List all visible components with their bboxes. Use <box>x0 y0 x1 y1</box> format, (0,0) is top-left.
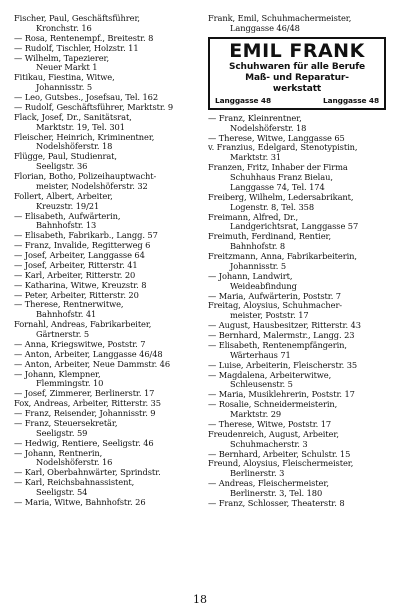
entry-continuation: Flemmingstr. 10 <box>36 379 104 389</box>
entry-line: — Anton, Arbeiter, Langgasse 46/48 <box>14 349 163 359</box>
entry-continuation: Berlinerstr. 3 <box>230 469 285 479</box>
entry-line: — Bernhard, Arbeiter, Schulstr. 15 <box>208 449 351 459</box>
directory-entry <box>14 113 198 133</box>
entry-line: — Franz, Steuersekretär, <box>14 418 118 428</box>
entry-line: Fox, Andreas, Arbeiter, Ritterstr. 35 <box>14 399 161 409</box>
ad-phone-right: Langgasse 48 <box>323 95 379 105</box>
entry-line: — Rudolf, Geschäftsführer, Marktstr. 9 <box>14 102 174 112</box>
entry-line: Freimann, Alfred, Dr., <box>208 212 299 222</box>
entry-line: — Karl, Arbeiter, Ritterstr. 20 <box>14 270 136 280</box>
entry-line: Fleischer, Heinrich, Kriminentner, <box>14 132 155 142</box>
directory-entry <box>208 232 390 252</box>
entry-continuation: Kronchstr. 16 <box>36 23 92 33</box>
directory-entry <box>14 300 198 320</box>
advertisement-box <box>208 37 386 110</box>
directory-entry <box>208 252 390 272</box>
directory-entry <box>14 360 198 370</box>
directory-entry <box>208 459 390 479</box>
directory-entry <box>14 449 198 469</box>
entry-line: — Anna, Kriegswitwe, Poststr. 7 <box>14 339 146 349</box>
directory-entry <box>14 152 198 172</box>
ad-phones <box>215 96 379 106</box>
entry-line: — Josef, Arbeiter, Ritterstr. 41 <box>14 260 138 270</box>
directory-entry <box>14 439 198 449</box>
entry-line: — Franz, Schlosser, Theaterstr. 8 <box>208 498 345 508</box>
directory-entry <box>14 93 198 103</box>
directory-entry <box>208 400 390 420</box>
directory-entry <box>14 192 198 212</box>
directory-entry <box>14 14 198 34</box>
directory-entry <box>14 231 198 241</box>
entry-line: — Anton, Arbeiter, Neue Dammstr. 46 <box>14 359 170 369</box>
entry-continuation: Johannisstr. 5 <box>36 83 93 93</box>
entry-continuation: Berlinerstr. 3, Tel. 180 <box>230 489 323 498</box>
directory-entry <box>14 350 198 360</box>
entry-continuation: Johannisstr. 5 <box>230 261 287 271</box>
directory-entry <box>14 251 198 261</box>
entry-line: — Wilhelm, Tapezierer, <box>14 53 110 63</box>
entry-continuation: Wärterhaus 71 <box>230 350 291 360</box>
entry-line: — Karl, Reichsbahnassistent, <box>14 478 135 488</box>
entry-continuation: meister, Nodelshöferstr. 32 <box>36 181 148 191</box>
directory-entry <box>14 340 198 350</box>
entry-continuation: Nodelshöferstr. 18 <box>36 142 113 152</box>
entry-continuation: Bahnhofstr. 41 <box>36 310 97 320</box>
entry-line: — Johann, Rentnerin, <box>14 448 103 458</box>
entry-continuation: meister, Poststr. 17 <box>230 311 309 321</box>
ad-line-3: werkstatt <box>272 83 322 94</box>
entry-line: — Johann, Landwirt, <box>208 271 293 281</box>
entry-continuation: Weideabfindung <box>230 281 297 291</box>
entry-line: Freitzmann, Anna, Fabrikarbeiterin, <box>208 252 357 261</box>
entry-continuation: Schleusenstr. 5 <box>230 380 293 390</box>
entry-continuation: Seeligstr. 59 <box>36 428 88 438</box>
entry-line: — Leo, Gutsbes., Josefsau, Tel. 162 <box>14 93 159 102</box>
right-column <box>208 14 390 509</box>
directory-entry <box>208 143 390 163</box>
directory-entry <box>208 430 390 450</box>
directory-entry <box>208 479 390 499</box>
entry-line: — Franz, Reisender, Johannisstr. 9 <box>14 409 156 418</box>
entry-line: — Rosa, Rentenempf., Breitestr. 8 <box>14 33 154 43</box>
entry-line: — Bernhard, Malermstr., Langg. 23 <box>208 331 355 340</box>
directory-entry <box>208 14 390 34</box>
entry-line: — Magdalena, Arbeiterwitwe, <box>208 370 332 380</box>
entry-line: Flügge, Paul, Studienrat, <box>14 152 117 162</box>
entry-continuation: Seeligstr. 54 <box>36 488 88 497</box>
entry-continuation: Gärtnerstr. 5 <box>36 330 89 339</box>
directory-entry <box>14 73 198 93</box>
entry-line: Freudenreich, August, Arbeiter, <box>208 429 339 439</box>
entry-line: — Elisabeth, Aufwärterin, <box>14 211 121 221</box>
entry-line: — Maria, Aufwärterin, Poststr. 7 <box>208 291 341 301</box>
entry-continuation: Langgasse 74, Tel. 174 <box>230 182 325 192</box>
entry-line: — Elisabeth, Fabrikarb., Langg. 57 <box>14 231 158 241</box>
entry-continuation: Marktstr. 19, Tel. 301 <box>36 122 125 132</box>
entry-line: — Rudolf, Tischler, Holzstr. 11 <box>14 43 139 53</box>
entry-continuation: Neuer Markt 1 <box>36 63 98 73</box>
entry-continuation: Bahnhofstr. 13 <box>36 221 97 231</box>
entry-line: Flack, Josef, Dr., Sanitätsrat, <box>14 112 132 122</box>
entry-continuation: Bahnhofstr. 8 <box>230 242 286 252</box>
entry-line: Follert, Albert, Arbeiter, <box>14 191 113 201</box>
ad-title: EMIL FRANK <box>229 39 365 62</box>
directory-entry <box>14 291 198 301</box>
directory-entry <box>14 468 198 478</box>
entry-line: — Josef, Arbeiter, Langgasse 64 <box>14 251 145 260</box>
entry-line: Fitikau, Fiestina, Witwe, <box>14 73 115 83</box>
entry-line: — Katharina, Witwe, Kreuzstr. 8 <box>14 280 147 290</box>
entry-line: — Josef, Zimmerer, Berlinerstr. 17 <box>14 389 155 399</box>
right-column-entries <box>208 114 390 509</box>
entry-line: — Maria, Musiklehrerin, Poststr. 17 <box>208 390 355 400</box>
entry-line: — Andreas, Fleischermeister, <box>208 479 329 489</box>
entry-line: — Franz, Invalide, Regitterweg 6 <box>14 241 151 251</box>
directory-entry <box>208 292 390 302</box>
directory-entry <box>14 44 198 54</box>
entry-line: Franzen, Fritz, Inhaber der Firma <box>208 163 348 173</box>
entry-line: Fornahl, Andreas, Fabrikarbeiter, <box>14 320 152 330</box>
entry-continuation: Marktstr. 29 <box>230 410 282 419</box>
entry-line: Fischer, Paul, Geschäftsführer, <box>14 14 140 23</box>
directory-entry <box>208 341 390 361</box>
directory-entry <box>14 103 198 113</box>
directory-entry <box>14 261 198 271</box>
directory-entry <box>208 272 390 292</box>
directory-entry <box>208 420 390 430</box>
entry-line: — August, Hausbesitzer, Ritterstr. 43 <box>208 321 361 331</box>
page-number: 18 <box>193 593 207 606</box>
ad-phone-left: Langgasse 48 <box>215 95 271 105</box>
directory-entry <box>14 320 198 340</box>
entry-continuation: Kreuzstr. 19/21 <box>36 201 100 211</box>
entry-line: Freitag, Aloysius, Schuhmacher- <box>208 301 343 311</box>
entry-line: — Therese, Rentnerwitwe, <box>14 300 124 310</box>
directory-entry <box>14 370 198 390</box>
entry-line: — Therese, Witwe, Langgasse 65 <box>208 133 345 143</box>
directory-entry <box>14 172 198 192</box>
entry-line: — Maria, Witwe, Bahnhofstr. 26 <box>14 497 146 507</box>
directory-entry <box>14 389 198 399</box>
directory-entry <box>14 54 198 74</box>
entry-line: Frank, Emil, Schuhmachermeister, <box>208 14 352 23</box>
entry-continuation: Langgasse 46/48 <box>230 23 300 33</box>
directory-entry <box>208 301 390 321</box>
directory-entry <box>14 133 198 153</box>
entry-continuation: Schuhhaus Franz Bielau, <box>230 173 333 182</box>
entry-continuation: Logenstr. 8, Tel. 358 <box>230 202 315 212</box>
directory-entry <box>14 478 198 498</box>
directory-entry <box>208 193 390 213</box>
directory-entry <box>14 212 198 232</box>
directory-entry <box>14 399 198 409</box>
entry-line: — Rosalie, Schneidermeisterin, <box>208 400 338 410</box>
directory-entry <box>208 371 390 391</box>
ad-line-1: Schuhwaren für alle Berufe <box>228 61 366 72</box>
entry-line: Freimuth, Ferdinand, Rentier, <box>208 232 332 242</box>
entry-line: — Karl, Oberbahnwärter, Sprindstr. <box>14 468 161 478</box>
directory-entry <box>14 271 198 281</box>
entry-continuation: Nodelshöferstr. 18 <box>230 123 307 133</box>
entry-line: Freiberg, Wilhelm, Ledersabrikant, <box>208 192 354 202</box>
entry-line: — Hedwig, Rentiere, Seeligstr. 46 <box>14 438 154 448</box>
entry-line: — Johann, Klempner, <box>14 369 101 379</box>
entry-line: — Elisabeth, Rentenempfängerin, <box>208 340 347 350</box>
directory-entry <box>208 499 390 509</box>
directory-entry <box>208 163 390 193</box>
directory-entry <box>208 134 390 144</box>
entry-line: v. Franzius, Edelgard, Stenotypistin, <box>208 143 358 153</box>
entry-line: Freund, Aloysius, Fleischermeister, <box>208 459 354 469</box>
directory-entry <box>14 241 198 251</box>
directory-entry <box>14 281 198 291</box>
entry-continuation: Schuhmacherstr. 3 <box>230 439 308 449</box>
entry-continuation: Marktstr. 31 <box>230 153 282 163</box>
entry-line: — Luise, Arbeiterin, Fleischerstr. 35 <box>208 360 358 370</box>
directory-entry <box>208 213 390 233</box>
directory-entry <box>14 34 198 44</box>
entry-continuation: Nodelshöferstr. 16 <box>36 458 113 468</box>
directory-entry <box>208 114 390 134</box>
entry-continuation: Seeligstr. 36 <box>36 162 88 172</box>
directory-entry <box>208 390 390 400</box>
directory-entry <box>208 361 390 371</box>
ad-line-2: Maß- und Reparatur- <box>245 72 349 83</box>
entry-line: — Peter, Arbeiter, Ritterstr. 20 <box>14 290 139 300</box>
directory-entry <box>14 409 198 419</box>
entry-line: — Therese, Witwe, Poststr. 17 <box>208 419 332 429</box>
directory-entry <box>208 450 390 460</box>
entry-continuation: Landgerichtsrat, Langgasse 57 <box>230 222 359 232</box>
entry-line: Florian, Botho, Polizeihauptwacht- <box>14 172 157 181</box>
directory-entry <box>14 498 198 508</box>
right-column-top <box>208 14 390 34</box>
left-column <box>14 14 198 508</box>
directory-entry <box>14 419 198 439</box>
entry-line: — Franz, Kleinrentner, <box>208 113 302 123</box>
directory-entry <box>208 331 390 341</box>
directory-entry <box>208 321 390 331</box>
